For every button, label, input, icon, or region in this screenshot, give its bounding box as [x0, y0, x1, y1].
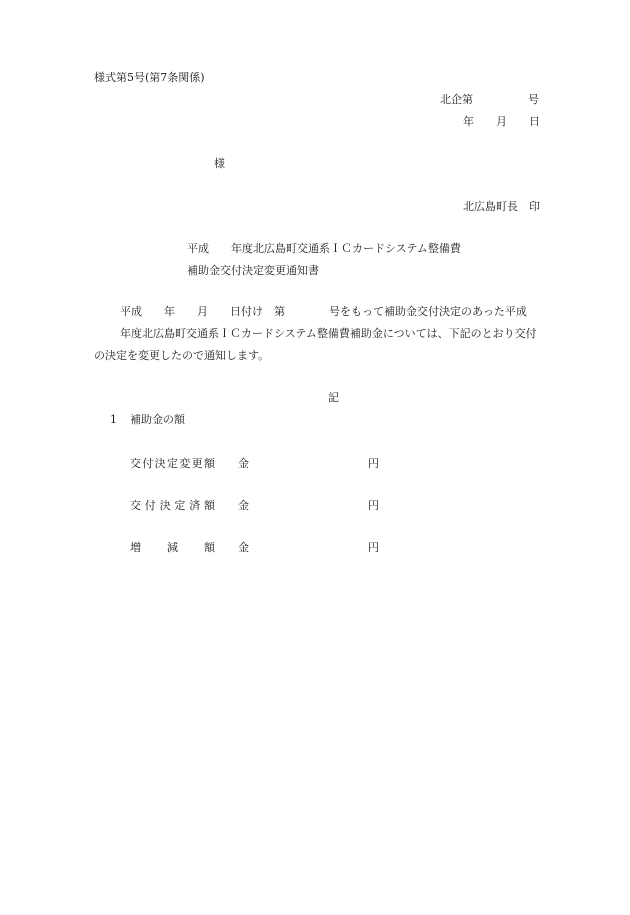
- amount-kin-change: 金: [238, 457, 249, 470]
- section-heading: 補助金の額: [130, 413, 185, 426]
- body-line-1: 平成 年 月 日付け 第 号をもって補助金交付決定のあった平成: [120, 305, 527, 318]
- addressee-suffix: 様: [214, 157, 225, 170]
- amount-label-decided: 交 付 決 定 済 額: [130, 499, 215, 512]
- ki-heading: 記: [328, 391, 339, 404]
- body-line-2: 年度北広島町交通系ＩＣカードシステム整備費補助金については、下記のとおり交付: [120, 327, 537, 340]
- amount-label-change: 交 付 決 定 変 更 額: [130, 457, 215, 470]
- body-line-3: の決定を変更したので通知します。: [94, 349, 270, 362]
- document-title-line1: 平成 年度北広島町交通系ＩＣカードシステム整備費: [187, 242, 461, 255]
- issuer: 北広島町長 印: [463, 200, 540, 213]
- amount-kin-decided: 金: [238, 499, 249, 512]
- amount-label-difference: 増 減 額: [130, 541, 215, 554]
- amount-en-decided: 円: [368, 499, 379, 512]
- amount-kin-difference: 金: [238, 541, 249, 554]
- form-label: 様式第5号(第7条関係): [94, 71, 205, 84]
- document-number: 北企第 号: [440, 93, 539, 106]
- date-line: 年 月 日: [463, 115, 540, 128]
- amount-en-change: 円: [368, 457, 379, 470]
- amount-en-difference: 円: [368, 541, 379, 554]
- document-title-line2: 補助金交付決定変更通知書: [187, 264, 319, 277]
- section-number: 1: [110, 413, 117, 426]
